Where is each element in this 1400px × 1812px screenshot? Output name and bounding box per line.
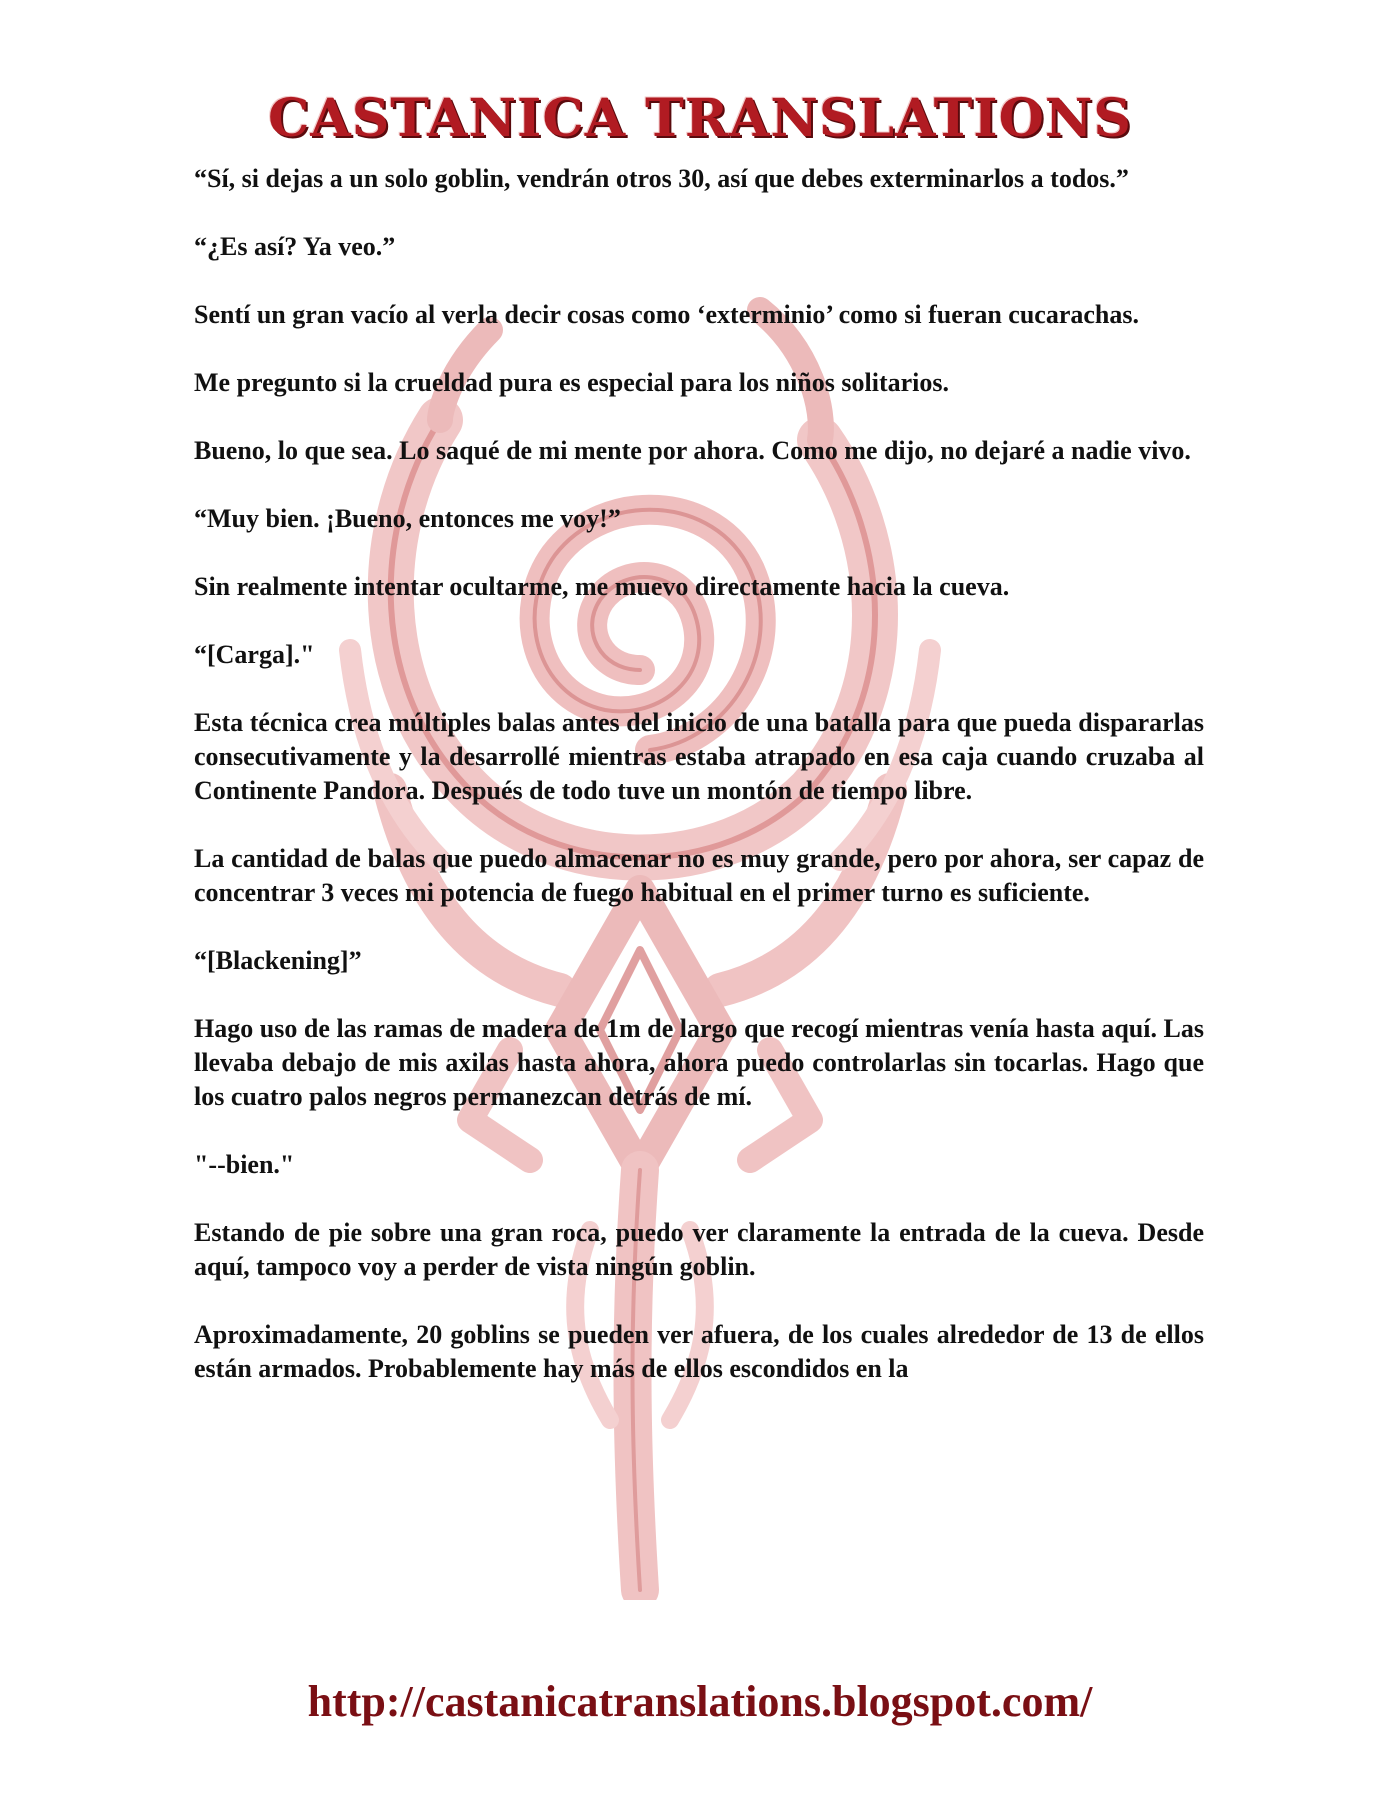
blog-url-link[interactable]: http://castanicatranslations.blogspot.com/ [307,1677,1093,1726]
paragraph: “¿Es así? Ya veo.” [194,232,396,261]
paragraph: Aproximadamente, 20 goblins se pueden ver afuera, de los cuales alrededor de 13 de ellos están armados. Probablemente hay más de ellos escondidos en la [194,1320,1204,1383]
paragraph: "--bien." [194,1150,295,1179]
paragraph: “[Blackening]” [194,946,362,975]
paragraph: Estando de pie sobre una gran roca, puedo ver claramente la entrada de la cueva. Desde aquí, tampoco voy a perder de vista ningún goblin. [194,1218,1204,1281]
paragraph: Hago uso de las ramas de madera de 1m de largo que recogí mientras venía hasta aquí. Las llevaba debajo de mis axilas hasta ahora, ahora puedo controlarlas sin tocarlas. Hago que los cuatro palos negros permanezcan detrás de mí. [194,1014,1204,1111]
paragraph: “[Carga]." [194,640,315,669]
paragraph: Me pregunto si la crueldad pura es especial para los niños solitarios. [194,368,949,397]
paragraph: Esta técnica crea múltiples balas antes del inicio de una batalla para que pueda dispararlas consecutivamente y la desarrollé mientras estaba atrapado en esa caja cuando cruzaba al Continente Pandora. Después de todo tuve un montón de tiempo libre. [194,708,1204,805]
paragraph: Bueno, lo que sea. Lo saqué de mi mente por ahora. Como me dijo, no dejaré a nadie vivo. [194,436,1191,465]
document-body [194,162,1204,1420]
page-footer [0,1676,1400,1727]
paragraph: “Sí, si dejas a un solo goblin, vendrán otros 30, así que debes exterminarlos a todos.” [194,164,1129,193]
site-title: CASTANICA TRANSLATIONS [268,88,1132,149]
page-header [0,88,1400,149]
paragraph: Sentí un gran vacío al verla decir cosas como ‘exterminio’ como si fueran cucarachas. [194,300,1139,329]
paragraph: “Muy bien. ¡Bueno, entonces me voy!” [194,504,621,533]
paragraph: Sin realmente intentar ocultarme, me muevo directamente hacia la cueva. [194,572,1010,601]
paragraph: La cantidad de balas que puedo almacenar no es muy grande, pero por ahora, ser capaz de concentrar 3 veces mi potencia de fuego habitual en el primer turno es suficiente. [194,844,1204,907]
